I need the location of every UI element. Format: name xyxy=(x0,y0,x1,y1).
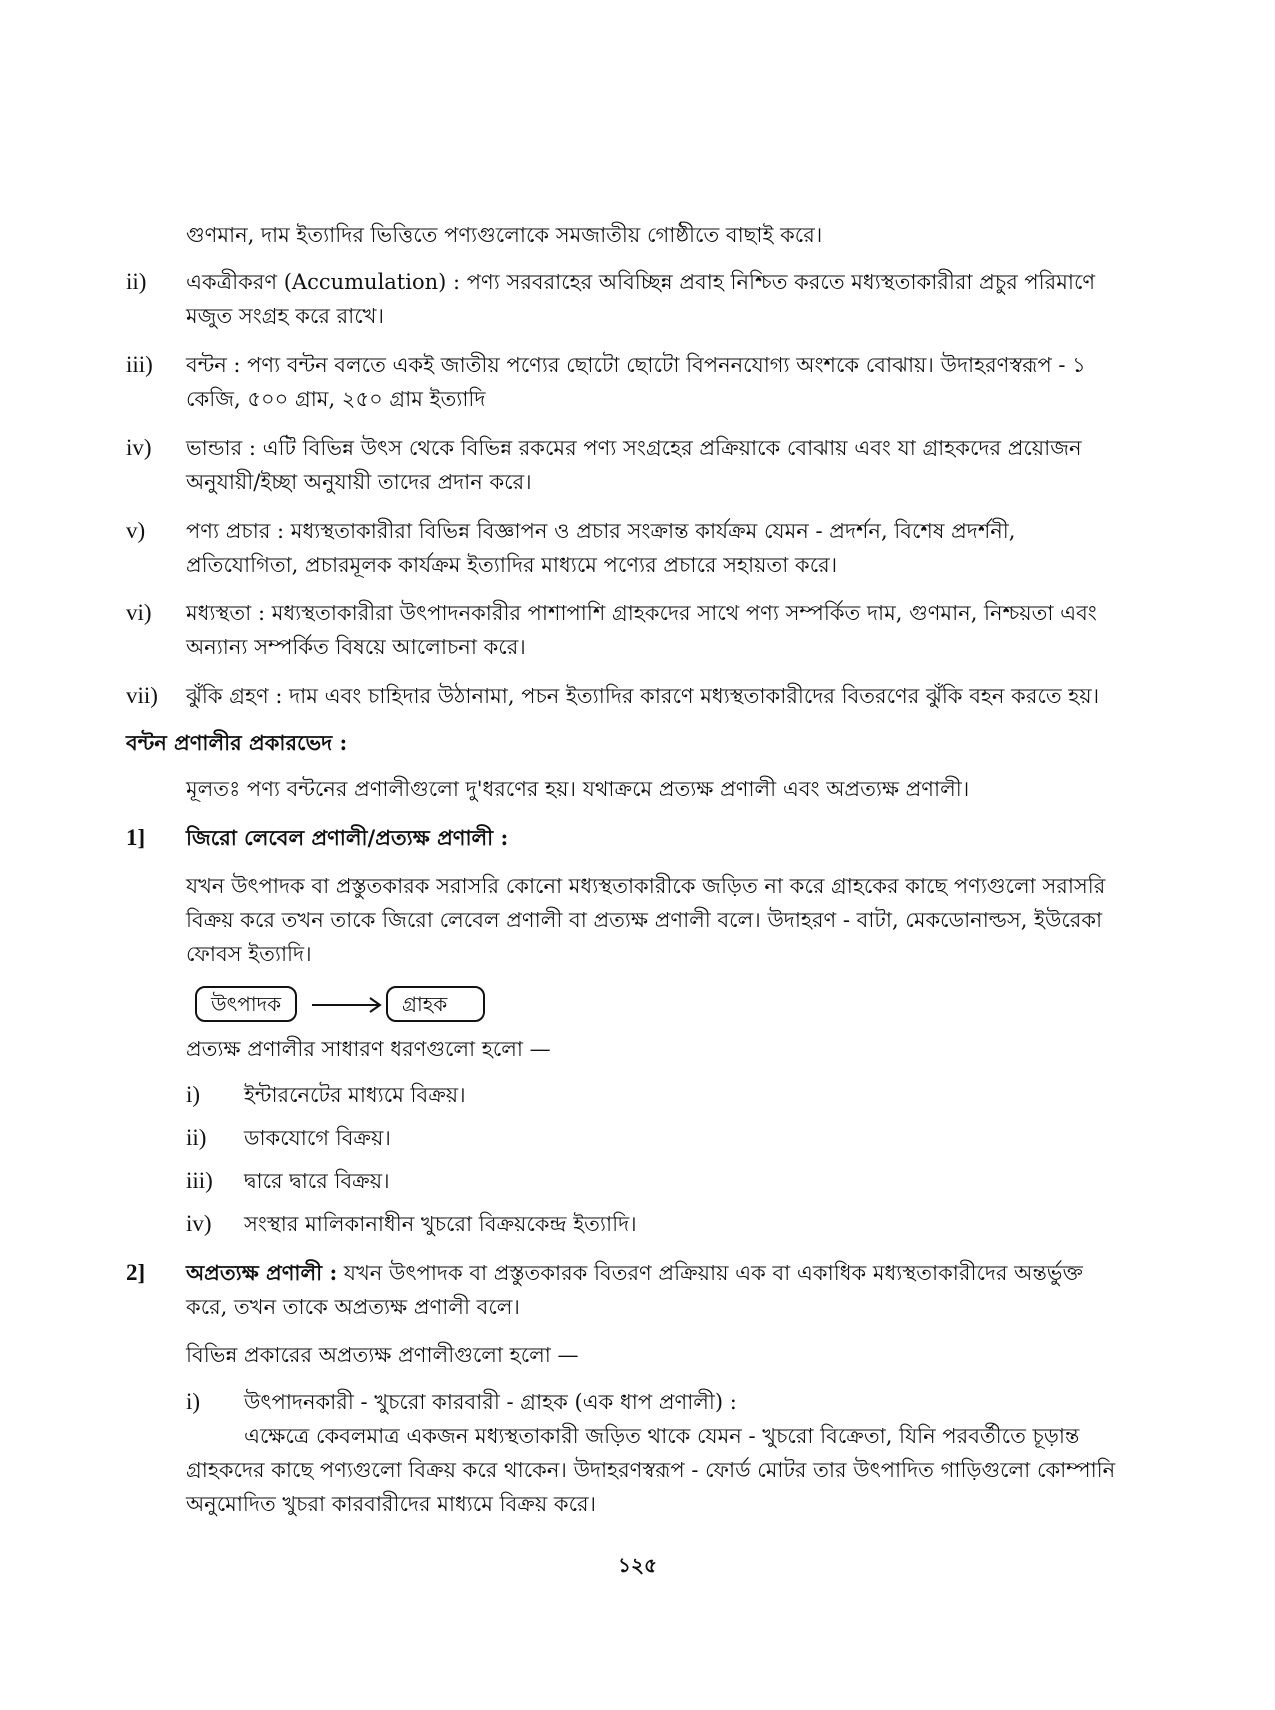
section-paragraph: যখন উৎপাদক বা প্রস্তুতকারক সরাসরি কোনো মধ্যস্থতাকারীকে জড়িত না করে গ্রাহকের কাছে পণ্যগুলো সরাসরি বিক্রয় করে তখন তাকে জিরো লেবেল প্রণালী বা প্রত্যক্ষ প্রণালী বলে। উদাহরণ - বাটা, মেকডোনাল্ডস, ইউরেকা ফোবস ইত্যাদি। xyxy=(186,874,1106,966)
section-paragraph xyxy=(186,1256,1126,1324)
list-item-number: vii) xyxy=(126,683,158,708)
section-number: 1] xyxy=(126,825,146,850)
list-item-number: ii) xyxy=(186,1125,207,1150)
list-item-text: ডাকযোগে বিক্রয়। xyxy=(244,1126,391,1150)
page-number: ১২৫ xyxy=(618,1553,657,1577)
list-item-text: মধ্যস্থতা : মধ্যস্থতাকারীরা উৎপাদনকারীর পাশাপাশি গ্রাহকদের সাথে পণ্য সম্পর্কিত দাম, গুণমান, নিশ্চয়তা এবং অন্যান্য সম্পর্কিত বিষয়ে আলোচনা করে। xyxy=(186,601,1097,659)
list-item-text: বন্টন : পণ্য বন্টন বলতে একই জাতীয় পণ্যের ছোটো ছোটো বিপননযোগ্য অংশকে বোঝায়। উদাহরণস্বরূপ - ১ কেজি, ৫০০ গ্রাম, ২৫০ গ্রাম ইত্যাদি xyxy=(186,353,1086,411)
section-heading: বন্টন প্রণালীর প্রকারভেদ : xyxy=(126,730,348,755)
list-item-text: সংস্থার মালিকানাধীন খুচরো বিক্রয়কেন্দ্র ইত্যাদি। xyxy=(244,1212,637,1236)
list-item-number: iv) xyxy=(126,435,152,460)
list-item-number: i) xyxy=(186,1389,201,1414)
list-item-text: দ্বারে দ্বারে বিক্রয়। xyxy=(244,1169,390,1193)
types-intro: মূলতঃ পণ্য বন্টনের প্রণালীগুলো দু'ধরণের হয়। যথাক্রমে প্রত্যক্ষ প্রণালী এবং অপ্রত্যক্ষ প্রণালী। xyxy=(186,777,970,801)
sub-paragraph: এক্ষেত্রে কেবলমাত্র একজন মধ্যস্থতাকারী জড়িত থাকে যেমন - খুচরো বিক্রেতা, যিনি পরবর্তীতে চূড়ান্ত গ্রাহকদের কাছে পণ্যগুলো বিক্রয় করে থাকেন। উদাহরণস্বরূপ - ফোর্ড মোটর তার উৎপাদিত গাড়িগুলো কোম্পানি অনুমোদিত খুচরা কারবারীদের মাধ্যমে বিক্রয় করে। xyxy=(186,1424,1116,1516)
list-item-text: ইন্টারনেটের মাধ্যমে বিক্রয়। xyxy=(244,1083,466,1107)
list-item-number: iv) xyxy=(186,1211,212,1236)
diagram-box-producer: উৎপাদক xyxy=(195,986,297,1022)
list-item-number: iii) xyxy=(186,1168,213,1193)
list-item-text: একত্রীকরণ (Accumulation) : পণ্য সরবরাহের অবিচ্ছিন্ন প্রবাহ নিশ্চিত করতে মধ্যস্থতাকারীরা প্রচুর পরিমাণে মজুত সংগ্রহ করে রাখে। xyxy=(186,270,1096,328)
section-definition: যখন উৎপাদক বা প্রস্তুতকারক বিতরণ প্রক্রিয়ায় এক বা একাধিক মধ্যস্থতাকারীদের অন্তর্ভুক্ত করে, তখন তাকে অপ্রত্যক্ষ প্রণালী বলে। xyxy=(186,1261,1083,1319)
list-item-number: v) xyxy=(126,518,146,543)
indirect-types-intro: বিভিন্ন প্রকারের অপ্রত্যক্ষ প্রণালীগুলো হলো — xyxy=(186,1343,579,1367)
forms-intro: প্রত্যক্ষ প্রণালীর সাধারণ ধরণগুলো হলো — xyxy=(186,1037,551,1061)
list-item-text: পণ্য প্রচার : মধ্যস্থতাকারীরা বিভিন্ন বিজ্ঞাপন ও প্রচার সংক্রান্ত কার্যক্রম যেমন - প্রদর্শন, বিশেষ প্রদর্শনী, প্রতিযোগিতা, প্রচারমূলক কার্যক্রম ইত্যাদির মাধ্যমে পণ্যের প্রচারে সহায়তা করে। xyxy=(186,519,1016,577)
section-heading: অপ্রত্যক্ষ প্রণালী : xyxy=(186,1260,338,1285)
list-item-text: ঝুঁকি গ্রহণ : দাম এবং চাহিদার উঠানামা, পচন ইত্যাদির কারণে মধ্যস্থতাকারীদের বিতরণের ঝুঁকি বহন করতে হয়। xyxy=(186,684,1100,708)
arrow-icon xyxy=(312,990,386,1020)
list-item-title: উৎপাদনকারী - খুচরো কারবারী - গ্রাহক (এক ধাপ প্রণালী) : xyxy=(244,1390,737,1414)
intro-line: গুণমান, দাম ইত্যাদির ভিত্তিতে পণ্যগুলোকে সমজাতীয় গোষ্ঠীতে বাছাই করে। xyxy=(186,223,823,247)
diagram-box-consumer: গ্রাহক xyxy=(386,986,485,1022)
section-number: 2] xyxy=(126,1260,146,1285)
section-heading: জিরো লেবেল প্রণালী/প্রত্যক্ষ প্রণালী : xyxy=(186,825,509,850)
list-item-number: iii) xyxy=(126,352,153,377)
list-item-number: vi) xyxy=(126,600,152,625)
list-item-number: i) xyxy=(186,1082,201,1107)
list-item-text: ভান্ডার : এটি বিভিন্ন উৎস থেকে বিভিন্ন রকমের পণ্য সংগ্রহের প্রক্রিয়াকে বোঝায় এবং যা গ্রাহকদের প্রয়োজন অনুযায়ী/ইচ্ছা অনুযায়ী তাদের প্রদান করে। xyxy=(186,436,1082,494)
list-item-number: ii) xyxy=(126,269,147,294)
